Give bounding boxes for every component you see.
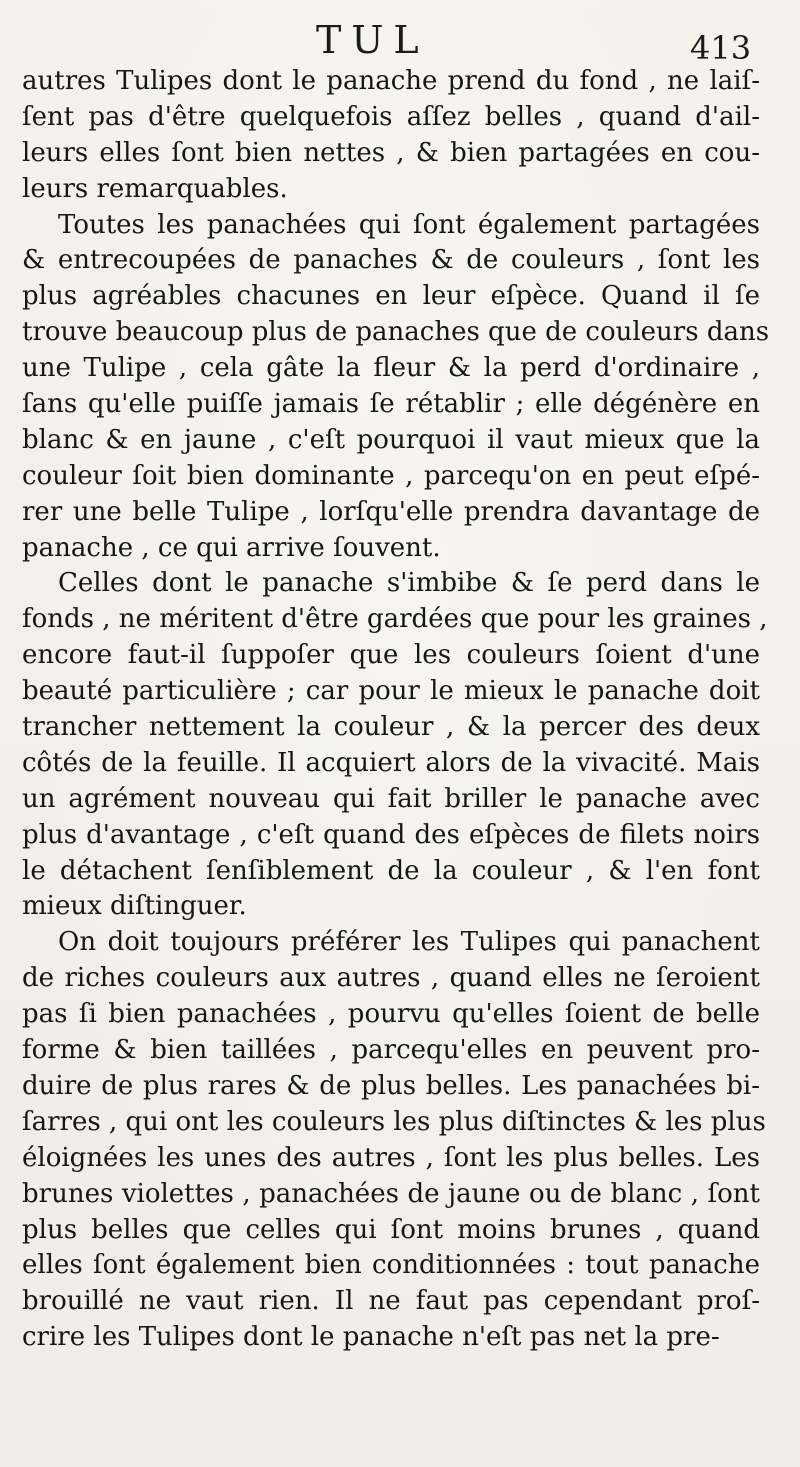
body-text <box>22 64 770 1356</box>
text-line: crire les Tulipes dont le panache n'eſt pas net la pre- <box>22 1322 720 1353</box>
text-line: forme & bien taillées , parcequ'elles en peuvent pro- <box>22 1035 760 1066</box>
text-line: plus d'avantage , c'eſt quand des eſpèces de filets noirs <box>22 819 760 850</box>
text-line: brunes violettes , panachées de jaune ou de blanc , ſont <box>22 1178 760 1209</box>
text-line: plus agréables chacunes en leur eſpèce. Quand il ſe <box>22 281 760 312</box>
text-line: fonds , ne méritent d'être gardées que pour les graines , <box>22 604 768 635</box>
text-line: blanc & en jaune , c'eſt pourquoi il vaut mieux que la <box>22 424 760 455</box>
paragraph <box>22 64 760 208</box>
text-line: le détachent ſenſiblement de la couleur , & l'en font <box>22 855 760 886</box>
text-line: panache , ce qui arrive ſouvent. <box>22 532 441 563</box>
text-line: Toutes les panachées qui ſont également partagées <box>58 209 760 240</box>
paragraph <box>22 566 768 925</box>
text-line: trancher nettement la couleur , & la percer des deux <box>22 712 760 743</box>
text-line: de riches couleurs aux autres , quand elles ne ſeroient <box>22 963 760 994</box>
text-line: éloignées les unes des autres , ſont les plus belles. Les <box>22 1142 760 1173</box>
text-line: On doit toujours préférer les Tulipes qui panachent <box>58 927 760 958</box>
text-line: Celles dont le panache s'imbibe & ſe perd dans le <box>58 568 760 599</box>
text-line: mieux diſtinguer. <box>22 891 247 922</box>
text-line: une Tulipe , cela gâte la fleur & la perd d'ordinaire , <box>22 353 760 384</box>
text-line: beauté particulière ; car pour le mieux le panache doit <box>22 676 760 707</box>
paragraph <box>22 208 770 567</box>
paragraph <box>22 925 766 1356</box>
text-line: couleur ſoit bien dominante , parcequ'on en peut eſpé- <box>22 460 760 491</box>
running-head <box>0 18 800 68</box>
text-line: côtés de la feuille. Il acquiert alors de la vivacité. Mais <box>22 747 760 778</box>
text-line: pas ſi bien panachées , pourvu qu'elles ſoient de belle <box>22 999 760 1030</box>
text-line: un agrément nouveau qui fait briller le panache avec <box>22 783 760 814</box>
text-line: trouve beaucoup plus de panaches que de couleurs dans <box>22 317 770 348</box>
text-line: ſarres , qui ont les couleurs les plus diſtinctes & les plus <box>22 1106 766 1137</box>
text-line: leurs elles ſont bien nettes , & bien partagées en cou- <box>22 137 760 168</box>
running-head-title: TUL <box>316 18 429 62</box>
page-number: 413 <box>690 29 752 67</box>
text-line: brouillé ne vaut rien. Il ne faut pas cependant proſ- <box>22 1286 760 1317</box>
text-line: encore faut-il ſuppoſer que les couleurs ſoient d'une <box>22 640 760 671</box>
text-line: ſans qu'elle puiſſe jamais ſe rétablir ; elle dégénère en <box>22 389 760 420</box>
text-line: plus belles que celles qui ſont moins brunes , quand <box>22 1214 760 1245</box>
text-line: & entrecoupées de panaches & de couleurs , ſont les <box>22 245 760 276</box>
text-line: rer une belle Tulipe , lorſqu'elle prendra davantage de <box>22 496 760 527</box>
text-line: elles ſont également bien conditionnées : tout panache <box>22 1250 760 1281</box>
text-line: duire de plus rares & de plus belles. Les panachées bi- <box>22 1070 760 1101</box>
text-line: ſent pas d'être quelquefois aſſez belles , quand d'ail- <box>22 101 760 132</box>
text-line: autres Tulipes dont le panache prend du fond , ne laiſ- <box>22 66 760 96</box>
text-line: leurs remarquables. <box>22 173 288 204</box>
